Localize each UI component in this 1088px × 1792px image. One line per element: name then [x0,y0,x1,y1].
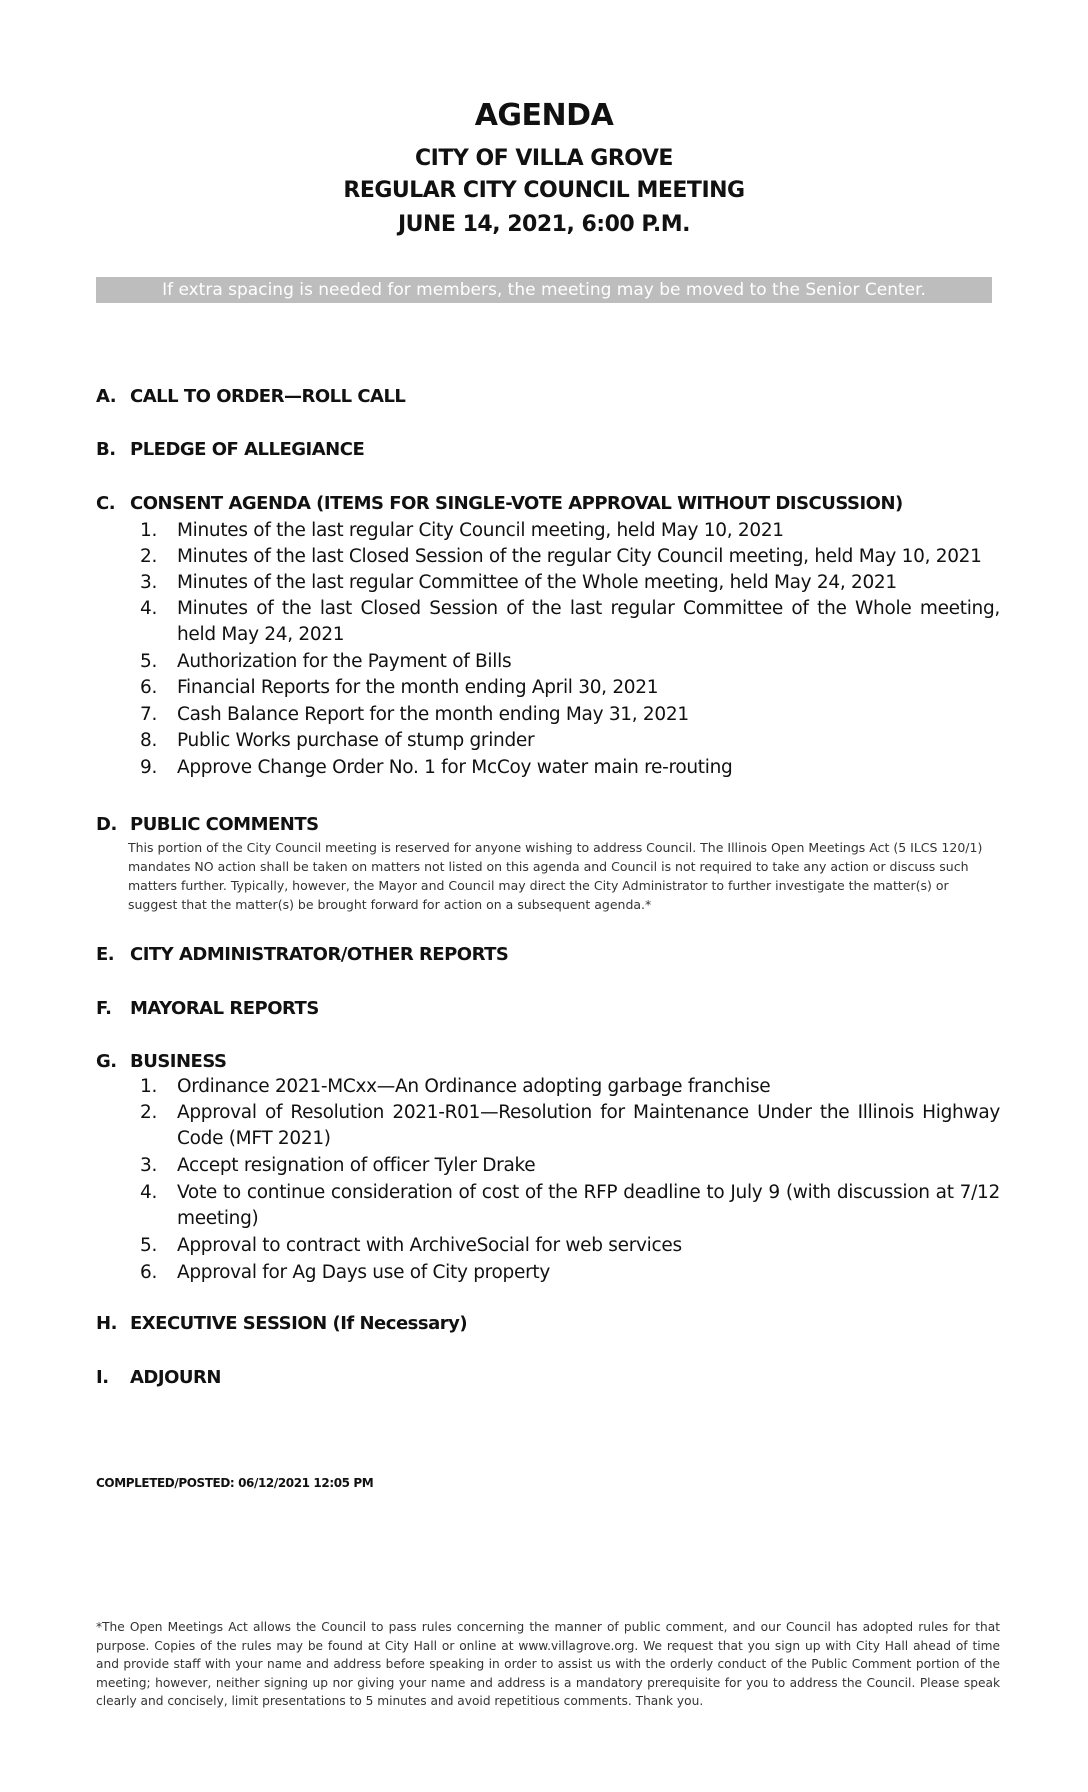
meeting-date: JUNE 14, 2021, 6:00 P.M. [397,212,691,237]
item-text: Cash Balance Report for the month ending May 31, 2021 [177,704,689,725]
section-c-heading [96,493,903,514]
section-label: CITY ADMINISTRATOR/OTHER REPORTS [130,944,509,965]
section-letter: C. [96,493,116,514]
item-number: 6. [140,1262,158,1283]
item-number: 6. [140,677,158,698]
section-label: MAYORAL REPORTS [130,998,319,1019]
section-b-heading [96,439,364,460]
item-text: Minutes of the last Closed Session of the regular City Council meeting, held May 10, 2021 [177,546,982,567]
item-text: Minutes of the last regular City Council meeting, held May 10, 2021 [177,520,784,541]
section-label: ADJOURN [130,1367,221,1388]
section-label: BUSINESS [130,1051,227,1072]
item-number: 7. [140,704,158,725]
item-number: 4. [140,1182,158,1203]
section-label: PUBLIC COMMENTS [130,814,319,835]
section-h-heading [96,1313,467,1334]
item-number: 2. [140,546,158,567]
section-label: PLEDGE OF ALLEGIANCE [130,439,365,460]
item-number: 2. [140,1102,158,1123]
item-text: Minutes of the last Closed Session of the last regular Committee of the Whole meeting, held May 24, 2021 [177,598,1000,645]
section-a-heading [96,386,405,407]
section-f-heading [96,998,319,1019]
section-i-heading [96,1367,221,1388]
item-text: Ordinance 2021-MCxx—An Ordinance adopting garbage franchise [177,1076,771,1097]
section-label: CONSENT AGENDA (ITEMS FOR SINGLE-VOTE APPROVAL WITHOUT DISCUSSION) [130,493,903,514]
item-text: Public Works purchase of stump grinder [177,730,535,751]
item-text: Authorization for the Payment of Bills [177,651,512,672]
notice-banner: If extra spacing is needed for members, the meeting may be moved to the Senior Center. [96,277,992,303]
item-number: 5. [140,651,158,672]
section-label: EXECUTIVE SESSION (If Necessary) [130,1313,468,1334]
item-number: 1. [140,1076,158,1097]
item-text: Approve Change Order No. 1 for McCoy water main re-routing [177,757,733,778]
public-comments-note: This portion of the City Council meeting is reserved for anyone wishing to address Council. The Illinois Open Meetings Act (5 ILCS 120/1) mandates NO action shall be taken on matters not listed on this agenda and Council is not required to take any action or discuss such matters further. Typically, however, the Mayor and Council may direct the City Administrator to further investigate the matter(s) or suggest that the matter(s) be brought forward for action on a subsequent agenda.* [128,840,983,912]
meeting-name: REGULAR CITY COUNCIL MEETING [343,178,745,203]
item-number: 5. [140,1235,158,1256]
item-text: Vote to continue consideration of cost of the RFP deadline to July 9 (with discussion at 7/12 meeting) [177,1182,1000,1229]
posted-timestamp: COMPLETED/POSTED: 06/12/2021 12:05 PM [96,1476,374,1490]
section-letter: A. [96,386,117,407]
item-number: 9. [140,757,158,778]
section-label: CALL TO ORDER—ROLL CALL [130,386,406,407]
section-letter: G. [96,1051,117,1072]
section-letter: D. [96,814,117,835]
city-name: CITY OF VILLA GROVE [415,146,673,171]
section-e-heading [96,944,508,965]
section-letter: H. [96,1313,117,1334]
item-text: Approval for Ag Days use of City property [177,1262,550,1283]
item-text: Approval of Resolution 2021-R01—Resolution for Maintenance Under the Illinois Highway Code (MFT 2021) [177,1102,1000,1149]
item-number: 1. [140,520,158,541]
section-letter: F. [96,998,112,1019]
item-number: 3. [140,1155,158,1176]
item-number: 8. [140,730,158,751]
item-text: Financial Reports for the month ending April 30, 2021 [177,677,659,698]
section-letter: I. [96,1367,109,1388]
footnote: *The Open Meetings Act allows the Council to pass rules concerning the manner of public comment, and our Council has adopted rules for that purpose. Copies of the rules may be found at City Hall or online at www.villagrove.org. We request that you sign up with City Hall ahead of time and provide staff with your name and address before speaking in order to assist us with the orderly conduct of the Public Comment portion of the meeting; however, neither signing up nor giving your name and address is a mandatory prerequisite for you to address the Council. Please speak clearly and concisely, limit presentations to 5 minutes and avoid repetitious comments. Thank you. [96,1620,1000,1708]
item-text: Minutes of the last regular Committee of the Whole meeting, held May 24, 2021 [177,572,897,593]
item-number: 4. [140,598,158,619]
section-letter: B. [96,439,116,460]
item-text: Accept resignation of officer Tyler Drake [177,1155,536,1176]
page-title: AGENDA [474,98,614,133]
section-letter: E. [96,944,115,965]
section-g-heading [96,1051,226,1072]
item-text: Approval to contract with ArchiveSocial for web services [177,1235,682,1256]
section-d-heading [96,814,319,835]
item-number: 3. [140,572,158,593]
